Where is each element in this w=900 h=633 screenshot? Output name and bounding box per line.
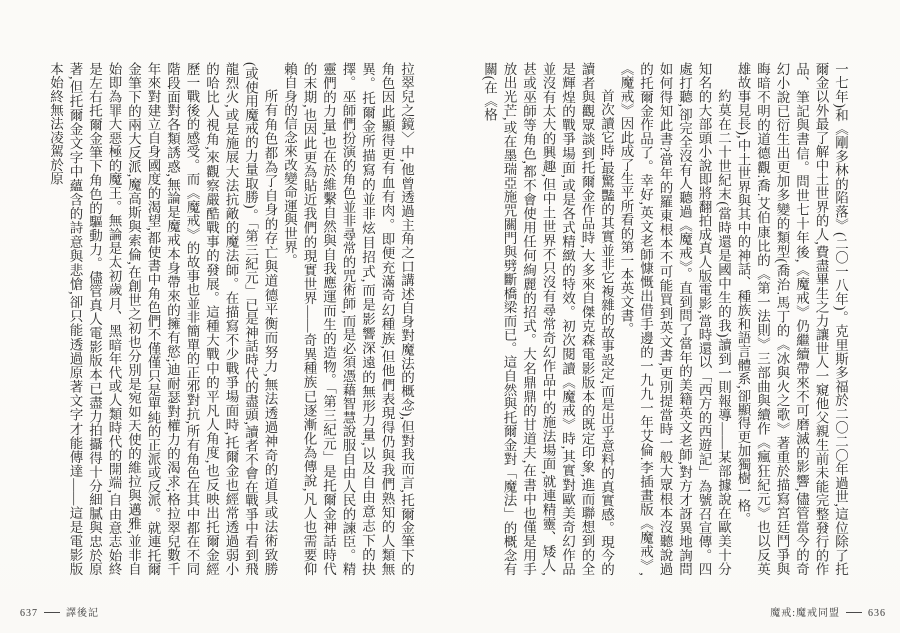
left-page-number: 637 — [20, 608, 38, 619]
paragraph: 首次讀它時,最驚豔的其實並非它複雜的故事設定,而是出乎意料的真實感。現今的讀者與觀眾談到托爾金作品時,大多來自傑克森電影版本的既定印象,進而聯想到的全是輝煌的戰爭場面,或是各式精緻的特效。初次閱讀《魔戒》時,其實對歐美奇幻作品並沒有太大的興趣,但中土世界不只沒有尋常奇幻作品中的施法場面,就連精靈、矮人,甚或巫師等角色,都不會使用任何絢麗的招式。大名鼎鼎的甘道夫,在書中也僅是用手放出光芒,或在墨瑞亞施咒關門與劈斷橋梁而已。這自然與托爾金對「魔法」的概念有關(在《格 — [482, 62, 614, 576]
footer-rule — [44, 612, 60, 613]
paragraph: 約莫在二十世紀末(當時還是國中生的我)讀到一則報導——某部據說在歐美十分知名的大部頭小說即將翻拍成真人版電影,當時還以「西方的西遊記」為號召宣傳。四處打聽,卻完全沒有人聽過《魔戒》。直到問了當年的美籍英文老師,對方才訝異地詢問如何得知此書?當年的羅東根本不可能買到英文書,更別提當時一般大眾根本沒聽說過的托爾金作品了。幸好,英文老師慷慨出借手邊的一九九一年艾倫.李插畫版《魔戒》,《魔戒》因此成了生平所看的第一本英文書。 — [618, 62, 731, 576]
right-page-number: 636 — [868, 608, 886, 619]
right-page-footer — [770, 604, 886, 619]
left-page-text-block — [48, 62, 416, 576]
right-footer-label: 魔戒:魔戒同盟 — [770, 608, 840, 619]
paragraph: 所有角色都為了自身的存亡與道德平衡而努力,無法透過神奇的道具或法術致勝(或使用魔戒的力量取勝)。「第三紀元」已是神話時代的盡頭,讀者不會在戰爭中看到飛龍烈火,或是施展大法抗敵的魔法師。在描寫不少戰爭場面時,托爾金也經常透過弱小的哈比人視角,來觀察嚴酷戰事的發展。這種大戰中的平凡人角度,也反映出托爾金經歷一戰後的感受。而《魔戒》的故事也並非簡單的正邪對抗,所有角色在其中都在不同階段面對各類誘惑,無論是魔戒本身帶來的擁有慾;迪耐瑟對權力的渴求;格拉翠兒數千年來對建立自身國度的渴望,都使書中角色們不僅僅只是單純的正派或反派。就連托爾金筆下的兩大反派,魔高斯與索倫,在創世之初也分別是宛如天使的維拉與邁雅,並非自始即為罪大惡極的魔王。無論是太初歲月、黑暗年代或人類時代的開端,自由意志始終是左右托爾金筆下角色的驅動力。儘管真人電影版本已盡力拍攝得十分細膩與忠於原著,但托爾金文字中蘊含的詩意與悲愴,卻只能透過原著文字才能傳達——這是電影版本始終無法凌駕於原 — [48, 62, 278, 576]
left-page-footer — [20, 604, 99, 619]
right-page-text-block — [482, 62, 850, 576]
left-footer-label: 譯後記 — [66, 608, 99, 619]
paragraph: 拉翠兒之鏡〉中,他曾透過主角之口講述自身對魔法的概念),但對我而言,托爾金筆下的角色因此顯得更有血有肉。即便充滿奇幻種族,但他們表現得仍與我們熟知的人類無異。托爾金所描寫的並非炫目招式,而是影響深遠的無形力量,以及自由意志下的抉擇。巫師們扮演的角色並非尋常的咒術師,而是必須憑藉智慧說服自由人民的諫臣。精靈們的力量,也在於維繫自然與自我應運而生的造物。「第三紀元」是托爾金神話時代的末期,也因此更為貼近我們的現實世界——奇異種族已逐漸化為傳說,凡人也需要仰賴自身的信念來改變命運與世界。 — [282, 62, 414, 576]
footer-rule — [846, 612, 862, 613]
paragraph: 一七年)和《剛多林的陷落》(二〇一八年)。克里斯多福於二〇二〇年過世,這位除了托爾金以外最了解中土世界的人,費盡畢生之力讓世人一窺他父親生前未能完整發行的作品、筆記與書信。問世七十年後,《魔戒》仍繼續帶來不可磨滅的影響,儘管當今的奇幻小說已衍生出更加多變的類型(喬治.馬丁的《冰與火之歌》著重於描寫宮廷鬥爭與晦暗不明的道德觀:喬.艾伯康比的《第一法則》三部曲與續作《瘋狂紀元》也以反英雄故事見長),中土世界與其中的神話、種族和語言體系,卻顯得更加獨樹一格。 — [735, 62, 848, 576]
